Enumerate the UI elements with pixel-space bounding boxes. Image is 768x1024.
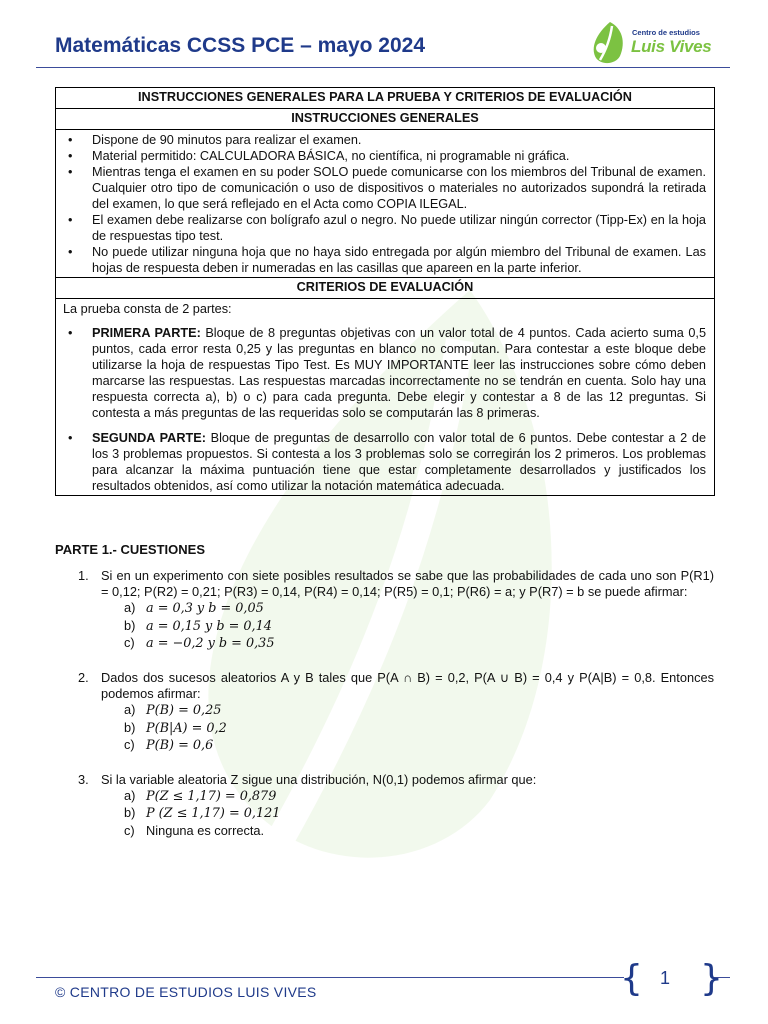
list-item: • No puede utilizar ninguna hoja que no haya sido entregada por algún miembro del Tribunal de examen. Las hojas de respuesta deben ir numeradas en las casillas que apareen en la parte inferior. <box>92 244 706 276</box>
section-title: PARTE 1.- CUESTIONES <box>55 542 206 557</box>
question-3 <box>78 772 714 839</box>
question-text: Si la variable aleatoria Z sigue una distribución, N(0,1) podemos afirmar que: <box>101 772 537 788</box>
option-text: P(B) = 0,6 <box>146 737 214 753</box>
option-text: Ninguna es correcta. <box>146 822 265 838</box>
left-brace-icon: { <box>620 958 643 999</box>
question-options <box>124 600 714 652</box>
criteria-label: PRIMERA PARTE: <box>92 326 201 340</box>
logo <box>590 18 720 68</box>
page-title: Matemáticas CCSS PCE – mayo 2024 <box>55 34 426 57</box>
criteria-title: CRITERIOS DE EVALUACIÓN <box>56 278 714 299</box>
option-text: P(B) = 0,25 <box>146 703 222 719</box>
option-letter: c) <box>124 736 135 752</box>
option-letter: b) <box>124 805 136 821</box>
instructions-box <box>55 87 715 496</box>
question-number: 1. <box>78 568 89 583</box>
footer-copyright: © CENTRO DE ESTUDIOS LUIS VIVES <box>55 984 317 1000</box>
header-divider <box>36 67 730 68</box>
criteria-list <box>56 321 714 494</box>
logo-name: Luis Vives <box>631 37 712 56</box>
criteria-text: Bloque de preguntas de desarrollo con valor total de 6 puntos. Debe contestar a 2 de los 3 problemas propuestos. Si contesta a los 3 problemas solo se corregirán los 2 primeros. Los problemas para alcanzar la máxima puntuación tiene que estar completamente desarrollados y justificados los resultados obtenidos, así como utilizar la notación matemática adecuada. <box>92 431 707 493</box>
option <box>124 618 714 635</box>
question-number: 2. <box>78 670 89 686</box>
footer-divider <box>36 977 624 978</box>
question-options <box>124 788 714 839</box>
option <box>124 737 714 754</box>
option <box>124 788 714 805</box>
general-instructions-title: INSTRUCCIONES GENERALES <box>56 109 714 130</box>
option-text: a = 0,3 y b = 0,05 <box>146 601 264 617</box>
option-text: P(Z ≤ 1,17) = 0,879 <box>146 789 277 805</box>
criteria-text: Bloque de 8 preguntas objetivas con un valor total de 4 puntos. Cada acierto suma 0,5 puntos, cada error resta 0,25 y las preguntas en blanco no computan. Para contestar a este bloque debe utilizarse la hoja de respuestas Tipo Test. Es MUY IMPORTANTE leer las instrucciones sobre cómo deben marcarse las respuestas. Las respuestas marcadas incorrectamente no se tendrán en cuenta. Solo hay una respuesta correcta a), b) o c) para cada pregunta. Debe elegir y contestar a 8 de las 12 preguntas. Si contesta a más preguntas de las requeridas solo se computarán las 8 primeras. <box>92 326 706 420</box>
list-item: • Mientras tenga el examen en su poder SOLO puede comunicarse con los miembros del Tribunal de examen. Cualquier otro tipo de comunicación o uso de dispositivos o materiales no autorizados supondrá la retirada del examen, lo que será reflejado en el Acta como COPIA ILEGAL. <box>92 164 706 212</box>
option-text: P (Z ≤ 1,17) = 0,121 <box>146 806 281 822</box>
option-letter: a) <box>124 702 136 718</box>
criteria-section <box>56 299 714 494</box>
right-brace-icon: } <box>700 958 723 999</box>
option-letter: b) <box>124 617 136 633</box>
leaf-logo-icon <box>590 18 630 68</box>
criteria-intro: La prueba consta de 2 partes: <box>63 302 232 316</box>
criteria-label: SEGUNDA PARTE: <box>92 431 206 445</box>
option-text: P(B|A) = 0,2 <box>146 720 227 736</box>
question-number: 3. <box>78 772 89 788</box>
option <box>124 635 714 652</box>
question-text: Si en un experimento con siete posibles resultados se sabe que las probabilidades de cada uno son P(R1) = 0,12; P(R2) = 0,21; P(R3) = 0,14, P(R4) = 0,14; P(R5) = 0,1; P(R6) = a; y P(R7) = b se puede afirmar: <box>101 568 714 600</box>
list-item <box>92 325 706 421</box>
option <box>124 823 714 839</box>
option-letter: b) <box>124 719 136 735</box>
list-item <box>92 430 706 494</box>
option <box>124 702 714 719</box>
option-letter: a) <box>124 600 136 616</box>
option <box>124 720 714 737</box>
question-2 <box>78 670 714 754</box>
question-text: Dados dos sucesos aleatorios A y B tales que P(A ∩ B) = 0,2, P(A ∪ B) = 0,4 y P(A|B) = 0,8. Entonces podemos afirmar: <box>101 670 714 702</box>
option-letter: c) <box>124 634 135 650</box>
list-item: • El examen debe realizarse con bolígrafo azul o negro. No puede utilizar ningún corrector (Tipp-Ex) en la hoja de respuestas tipo test. <box>92 212 706 244</box>
option-letter: a) <box>124 788 136 804</box>
option-text: a = −0,2 y b = 0,35 <box>146 635 275 651</box>
option-text: a = 0,15 y b = 0,14 <box>146 618 272 634</box>
option-letter: c) <box>124 822 135 838</box>
page-number: 1 <box>660 968 671 988</box>
option <box>124 805 714 822</box>
question-options <box>124 702 714 754</box>
questions-list <box>78 568 714 857</box>
logo-subtitle: Centro de estudios <box>632 28 700 37</box>
general-instructions-list <box>56 130 714 277</box>
list-item: • Dispone de 90 minutos para realizar el examen. <box>92 132 706 148</box>
general-instructions-section <box>56 130 714 278</box>
instructions-main-title: INSTRUCCIONES GENERALES PARA LA PRUEBA Y CRITERIOS DE EVALUACIÓN <box>56 88 714 109</box>
question-1 <box>78 568 714 652</box>
option <box>124 600 714 617</box>
list-item: • Material permitido: CALCULADORA BÁSICA, no científica, ni programable ni gráfica. <box>92 148 706 164</box>
